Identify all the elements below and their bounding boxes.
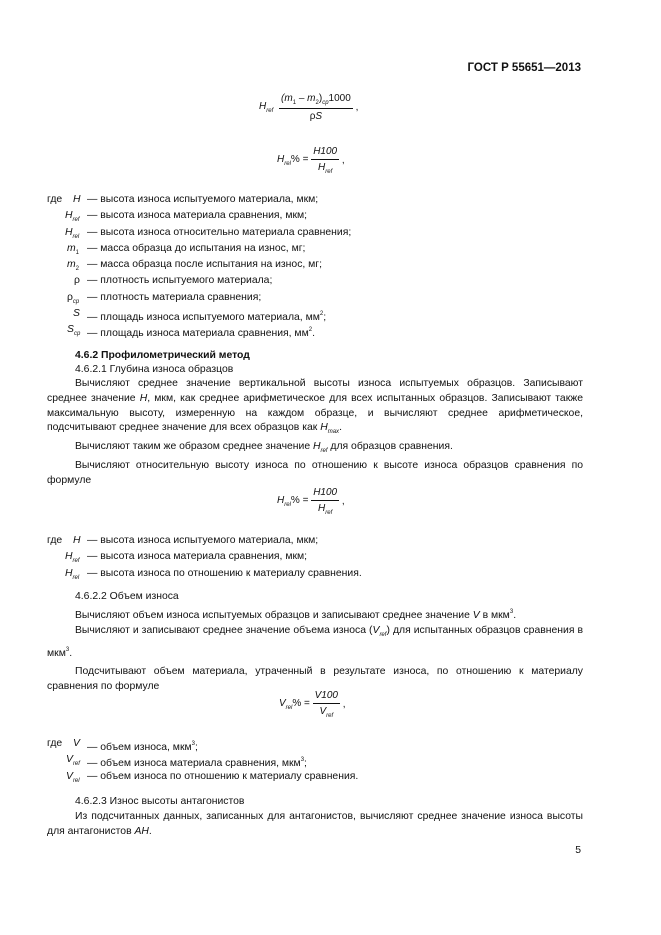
page-number: 5 xyxy=(575,845,581,856)
subsection-heading: 4.6.2.1 Глубина износа образцов xyxy=(75,364,234,375)
paragraph-block-3 xyxy=(47,810,583,840)
paragraph: Подсчитывают объем материала, утраченный в результате износа, по отношению к материалу сравнения по формуле xyxy=(47,666,583,693)
paragraph-block-1 xyxy=(47,377,583,489)
definition-item: ρ — плотность испытуемого материала; xyxy=(74,275,273,287)
formula-v-rel: $V_{rel}\%$ = $\frac{V100}{V_{ref}}$ , xyxy=(279,690,346,719)
paragraph: Вычисляют среднее значение вертикальной высоты износа испытуемых образцов. Записывают среднее значение H, мкм, как среднее арифметическое для всех испытанных образцов. Записывают также максимальную высоту, измеренную на каждом образце, и вычисляют среднее арифметическое, подсчитывают среднее значение для всех образцов как $H_{max}$. xyxy=(47,378,583,436)
formula-h-rel: $H_{rel}\%$ = $\frac{H100}{H_{ref}}$ , xyxy=(277,146,345,175)
subsection-heading: 4.6.2.2 Объем износа xyxy=(75,591,179,602)
paragraph: Вычисляют объем износа испытуемых образцов и записывают среднее значение V в мкм$^3$. xyxy=(75,609,517,621)
definition-item: $V_{ref}$ — объем износа материала сравнения, мкм$^3$; xyxy=(66,754,307,770)
definition-item: $S_{cp}$ — площадь износа материала сравнения, $мм^2$. xyxy=(67,324,315,340)
definition-item: $m_2$ — масса образца после испытания на износ, мг; xyxy=(67,259,322,273)
paragraph: Вычисляют относительную высоту износа по отношению к высоте износа образцов сравнения по формуле xyxy=(47,459,583,486)
section-heading: 4.6.2 Профилометрический метод xyxy=(75,350,250,361)
paragraph: Вычисляют и записывают среднее значение объема износа $(V_{ref})$ для испытанных образцов сравнения в мкм$^3$. xyxy=(47,624,583,659)
definitions-list-2 xyxy=(47,533,587,582)
definition-item: где V — объем износа, мкм$^3$; xyxy=(47,738,198,753)
definition-item: S — площадь износа испытуемого материала, $мм^2$; xyxy=(73,308,327,324)
definition-item: где H — высота износа испытуемого материала, мкм; xyxy=(47,535,319,546)
subsection-heading: 4.6.2.3 Износ высоты антагонистов xyxy=(75,796,245,807)
definition-item: $H_{ref}$ — высота износа материала сравнения, мкм; xyxy=(65,551,308,565)
paragraph: Вычисляют таким же образом среднее значение $H_{ref}$ для образцов сравнения. xyxy=(75,441,453,455)
formula-h-rel-2: $H_{rel}\%$ = $\frac{H100}{H_{ref}}$ , xyxy=(277,487,345,516)
paragraph-block-2 xyxy=(47,605,583,695)
definition-item: $\rho_{cp}$ — плотность материала сравнения; xyxy=(67,291,262,305)
document-id: ГОСТ Р 55651—2013 xyxy=(467,62,581,74)
definition-item: $m_1$ — масса образца до испытания на износ, мг; xyxy=(67,242,306,256)
definitions-list-1 xyxy=(47,192,587,339)
formula-h-ref: $H_{ref}$ $\frac{(m_1 - m_2)_{cp}1000}{\rho S}$ , xyxy=(259,93,359,122)
definition-item: $V_{rel}$ — объем износа по отношению к материалу сравнения. xyxy=(66,770,359,784)
definition-item: где H — высота износа испытуемого материала, мкм; xyxy=(47,194,319,205)
definition-item: $H_{ref}$ — высота износа материала сравнения, мкм; xyxy=(65,210,308,224)
definitions-list-3 xyxy=(47,736,587,785)
definition-item: $H_{rel}$ — высота износа по отношению к материалу сравнения. xyxy=(65,567,362,581)
paragraph: Из подсчитанных данных, записанных для антагонистов, вычисляют среднее значение износа высоты для антагонистов AH. xyxy=(47,811,583,837)
definition-item: $H_{rel}$ — высота износа относительно материала сравнения; xyxy=(65,226,352,240)
